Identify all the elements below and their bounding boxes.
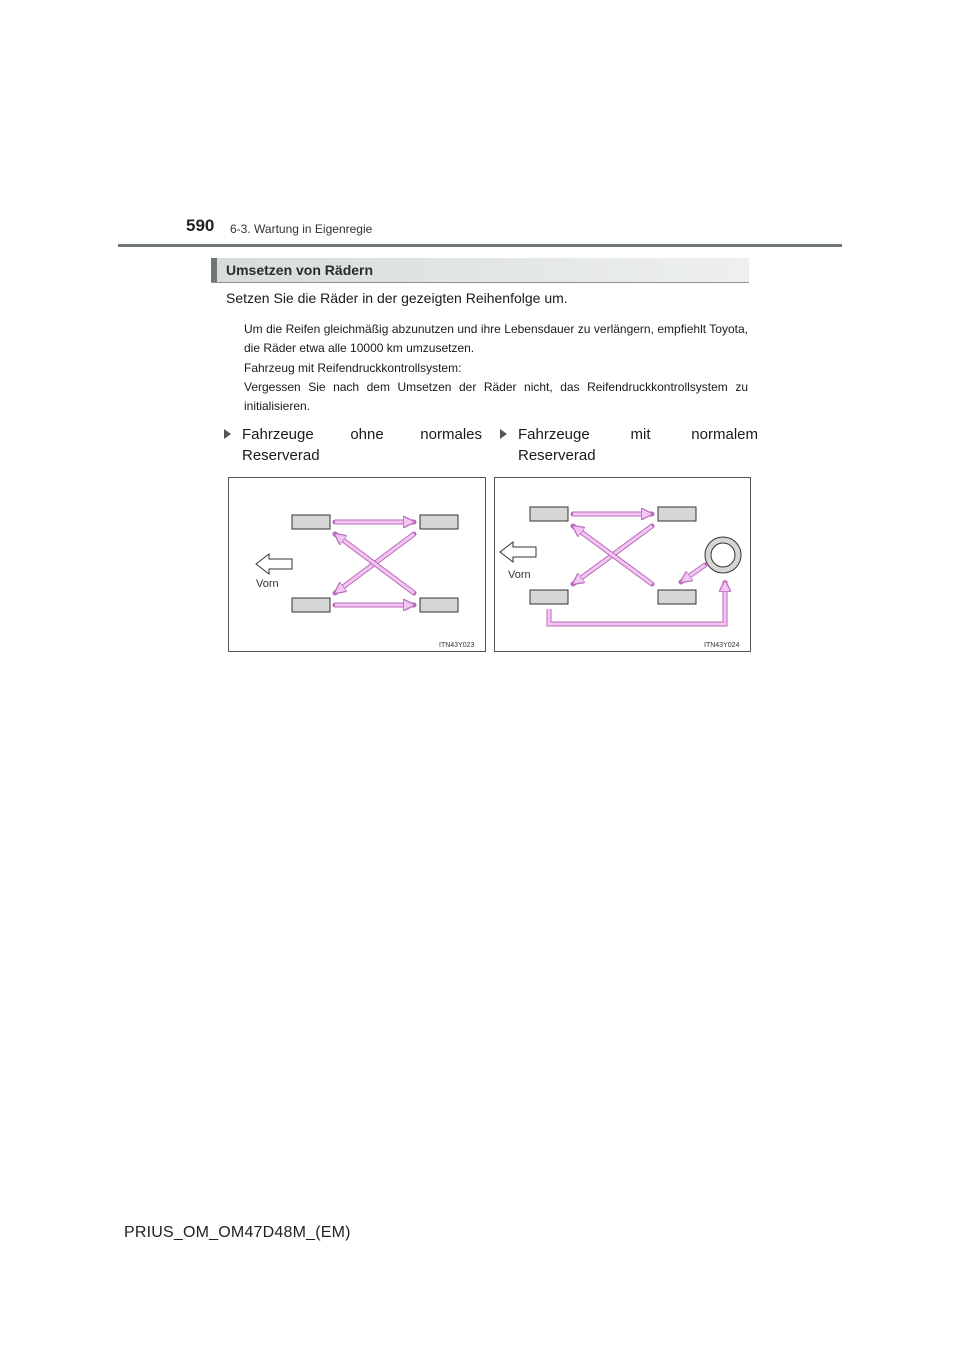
intro-text: Setzen Sie die Räder in der gezeigten Reihenfolge um. bbox=[226, 290, 568, 306]
subheading-without-spare bbox=[242, 424, 482, 466]
header-rule bbox=[118, 244, 842, 247]
rotation-diagram-without-spare bbox=[229, 478, 485, 651]
wheel-rear-right bbox=[658, 590, 696, 604]
footer-document-code: PRIUS_OM_OM47D48M_(EM) bbox=[124, 1224, 351, 1241]
subheading-with-spare bbox=[518, 424, 758, 466]
figure-code: ITN43Y024 bbox=[704, 642, 740, 649]
note-tpms-text: Vergessen Sie nach dem Umsetzen der Räder nicht, das Reifendruckkontrollsystem zu initialisieren. bbox=[244, 380, 748, 413]
wheel-rear-right bbox=[420, 598, 458, 612]
figure-rotation-with-spare bbox=[494, 477, 751, 652]
note-tpms bbox=[244, 359, 748, 416]
front-direction-arrow-icon bbox=[500, 542, 536, 562]
front-direction-arrow-icon bbox=[256, 554, 292, 574]
subheading-with-spare-text: Fahrzeuge mit normalem Reserverad bbox=[518, 426, 758, 464]
triangle-bullet-icon bbox=[224, 429, 231, 439]
section-title-bar bbox=[211, 258, 749, 283]
wheel-rear-left bbox=[658, 507, 696, 521]
section-title: Umsetzen von Rädern bbox=[226, 262, 374, 278]
page-number: 590 bbox=[186, 216, 215, 235]
note-tpms-heading: Fahrzeug mit Reifendruckkontrollsystem: bbox=[244, 361, 462, 375]
arrow-spare-to-rear-right-fill bbox=[681, 565, 705, 582]
wheel-front-left bbox=[530, 507, 568, 521]
rotation-diagram-with-spare bbox=[495, 478, 750, 651]
wheel-rear-left bbox=[420, 515, 458, 529]
section-label: 6-3. Wartung in Eigenregie bbox=[230, 222, 373, 236]
note-rotation-interval: Um die Reifen gleichmäßig abzunutzen und ihre Lebensdauer zu verlängern, empfiehlt Toyota, die Räder etwa alle 10000 km umzusetzen. bbox=[244, 322, 748, 355]
front-label: Vorn bbox=[508, 569, 531, 581]
figure-code: ITN43Y023 bbox=[439, 642, 475, 649]
subheading-without-spare-text: Fahrzeuge ohne normales Reserverad bbox=[242, 426, 482, 464]
wheel-front-right bbox=[530, 590, 568, 604]
triangle-bullet-icon bbox=[500, 429, 507, 439]
spare-wheel bbox=[705, 537, 741, 573]
wheel-front-left bbox=[292, 515, 330, 529]
wheel-front-right bbox=[292, 598, 330, 612]
front-label: Vorn bbox=[256, 578, 279, 590]
figure-rotation-without-spare bbox=[228, 477, 486, 652]
arrow-front-right-to-spare bbox=[549, 581, 725, 624]
title-accent bbox=[211, 258, 217, 282]
arrow-front-right-to-spare-fill bbox=[549, 581, 725, 624]
